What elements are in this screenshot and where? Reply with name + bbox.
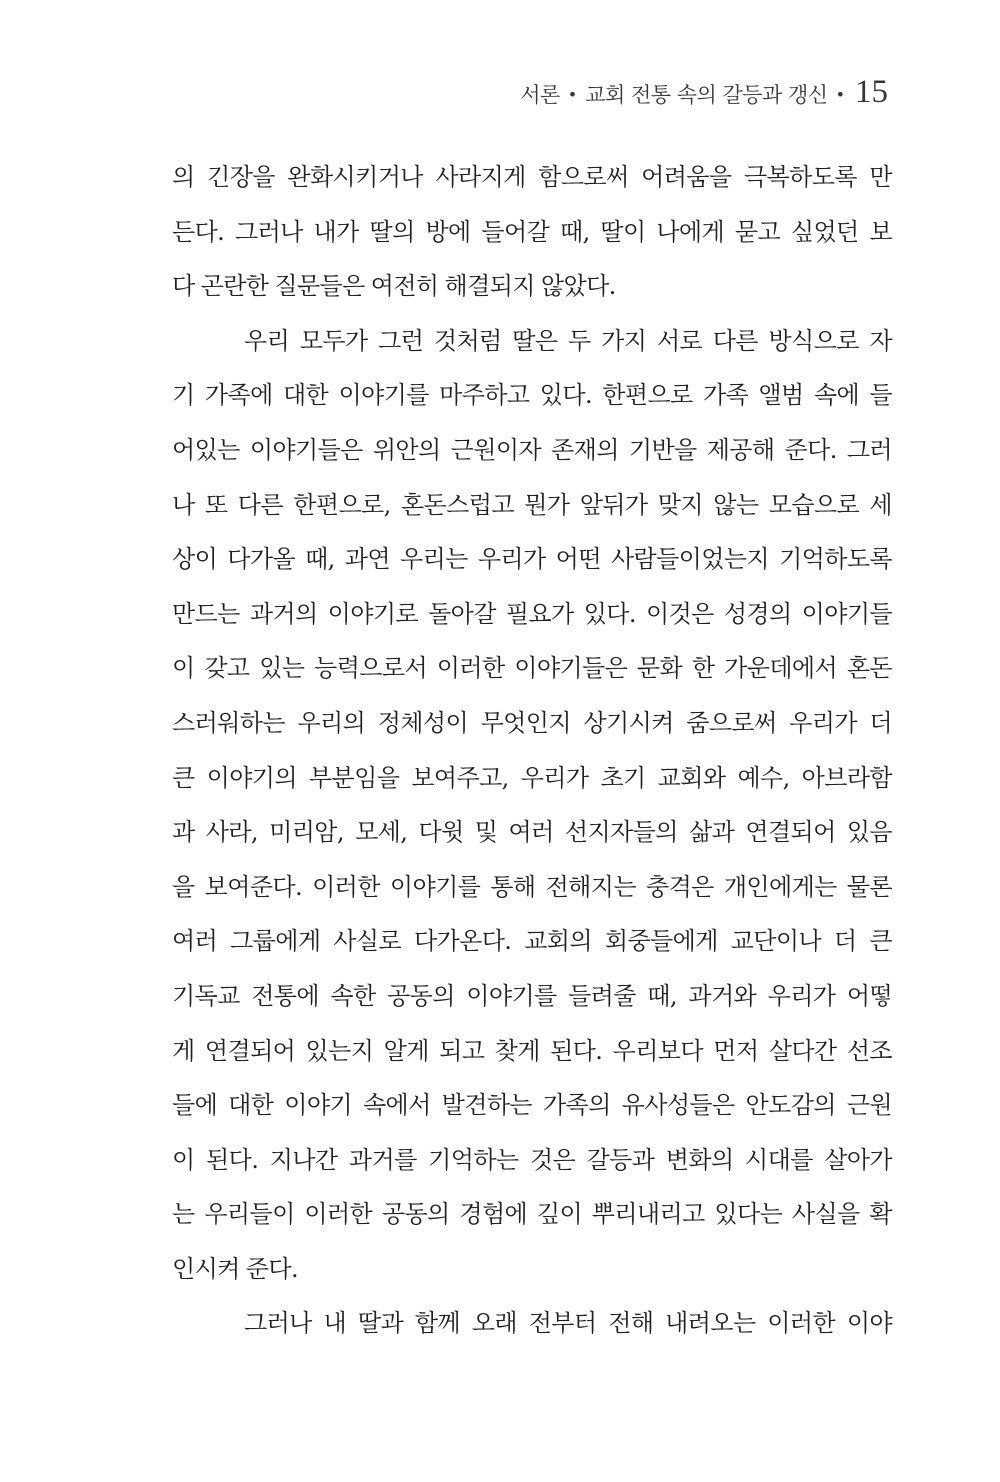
text-line: 을 보여준다. 이러한 이야기를 통해 전해지는 충격은 개인에게는 물론 <box>172 872 892 901</box>
body-text <box>172 150 892 1351</box>
text-line: 과 사라, 미리암, 모세, 다윗 및 여러 선지자들의 삶과 연결되어 있음 <box>172 818 892 847</box>
text-line: 기독교 전통에 속한 공동의 이야기를 들려줄 때, 과거와 우리가 어떻 <box>172 981 892 1010</box>
running-header <box>520 74 888 118</box>
text-line: 게 연결되어 있는지 알게 되고 찾게 된다. 우리보다 먼저 살다간 선조 <box>172 1036 892 1065</box>
header-separator-bullet: • <box>567 85 578 104</box>
text-line: 여러 그룹에게 사실로 다가온다. 교회의 회중들에게 교단이나 더 큰 <box>172 927 892 956</box>
text-line: 의 긴장을 완화시키거나 사라지게 함으로써 어려움을 극복하도록 만 <box>172 163 892 191</box>
text-line: 우리 모두가 그런 것처럼 딸은 두 가지 서로 다른 방식으로 자 <box>244 326 892 355</box>
text-line: 나 또 다른 한편으로, 혼돈스럽고 뭔가 앞뒤가 맞지 않는 모습으로 세 <box>172 490 892 519</box>
text-line: 는 우리들이 이러한 공동의 경험에 깊이 뿌리내리고 있다는 사실을 확 <box>172 1200 892 1229</box>
text-line: 이 갖고 있는 능력으로서 이러한 이야기들은 문화 한 가운데에서 혼돈 <box>172 654 892 683</box>
text-line: 상이 다가올 때, 과연 우리는 우리가 어떤 사람들이었는지 기억하도록 <box>172 545 892 574</box>
header-section: 서론 <box>520 83 560 107</box>
text-line: 든다. 그러나 내가 딸의 방에 들어갈 때, 딸이 나에게 묻고 싶었던 보 <box>172 217 892 246</box>
text-line: 다 곤란한 질문들은 여전히 해결되지 않았다. <box>172 272 616 301</box>
page-number: 15 <box>855 74 888 110</box>
text-line: 어있는 이야기들은 위안의 근원이자 존재의 기반을 제공해 준다. 그러 <box>172 435 892 464</box>
header-separator-bullet: • <box>835 85 845 104</box>
text-line: 그러나 내 딸과 함께 오래 전부터 전해 내려오는 이러한 이야 <box>244 1309 892 1338</box>
text-line: 큰 이야기의 부분임을 보여주고, 우리가 초기 교회와 예수, 아브라함 <box>172 763 892 792</box>
text-line: 기 가족에 대한 이야기를 마주하고 있다. 한편으로 가족 앨범 속에 들 <box>172 381 892 410</box>
header-chapter-title: 교회 전통 속의 갈등과 갱신 <box>585 83 828 107</box>
text-line: 인시켜 준다. <box>172 1254 298 1283</box>
text-line: 들에 대한 이야기 속에서 발견하는 가족의 유사성들은 안도감의 근원 <box>172 1091 892 1120</box>
text-line: 이 된다. 지나간 과거를 기억하는 것은 갈등과 변화의 시대를 살아가 <box>172 1145 892 1174</box>
text-line: 만드는 과거의 이야기로 돌아갈 필요가 있다. 이것은 성경의 이야기들 <box>172 599 892 628</box>
text-line: 스러워하는 우리의 정체성이 무엇인지 상기시켜 줌으로써 우리가 더 <box>172 708 892 737</box>
